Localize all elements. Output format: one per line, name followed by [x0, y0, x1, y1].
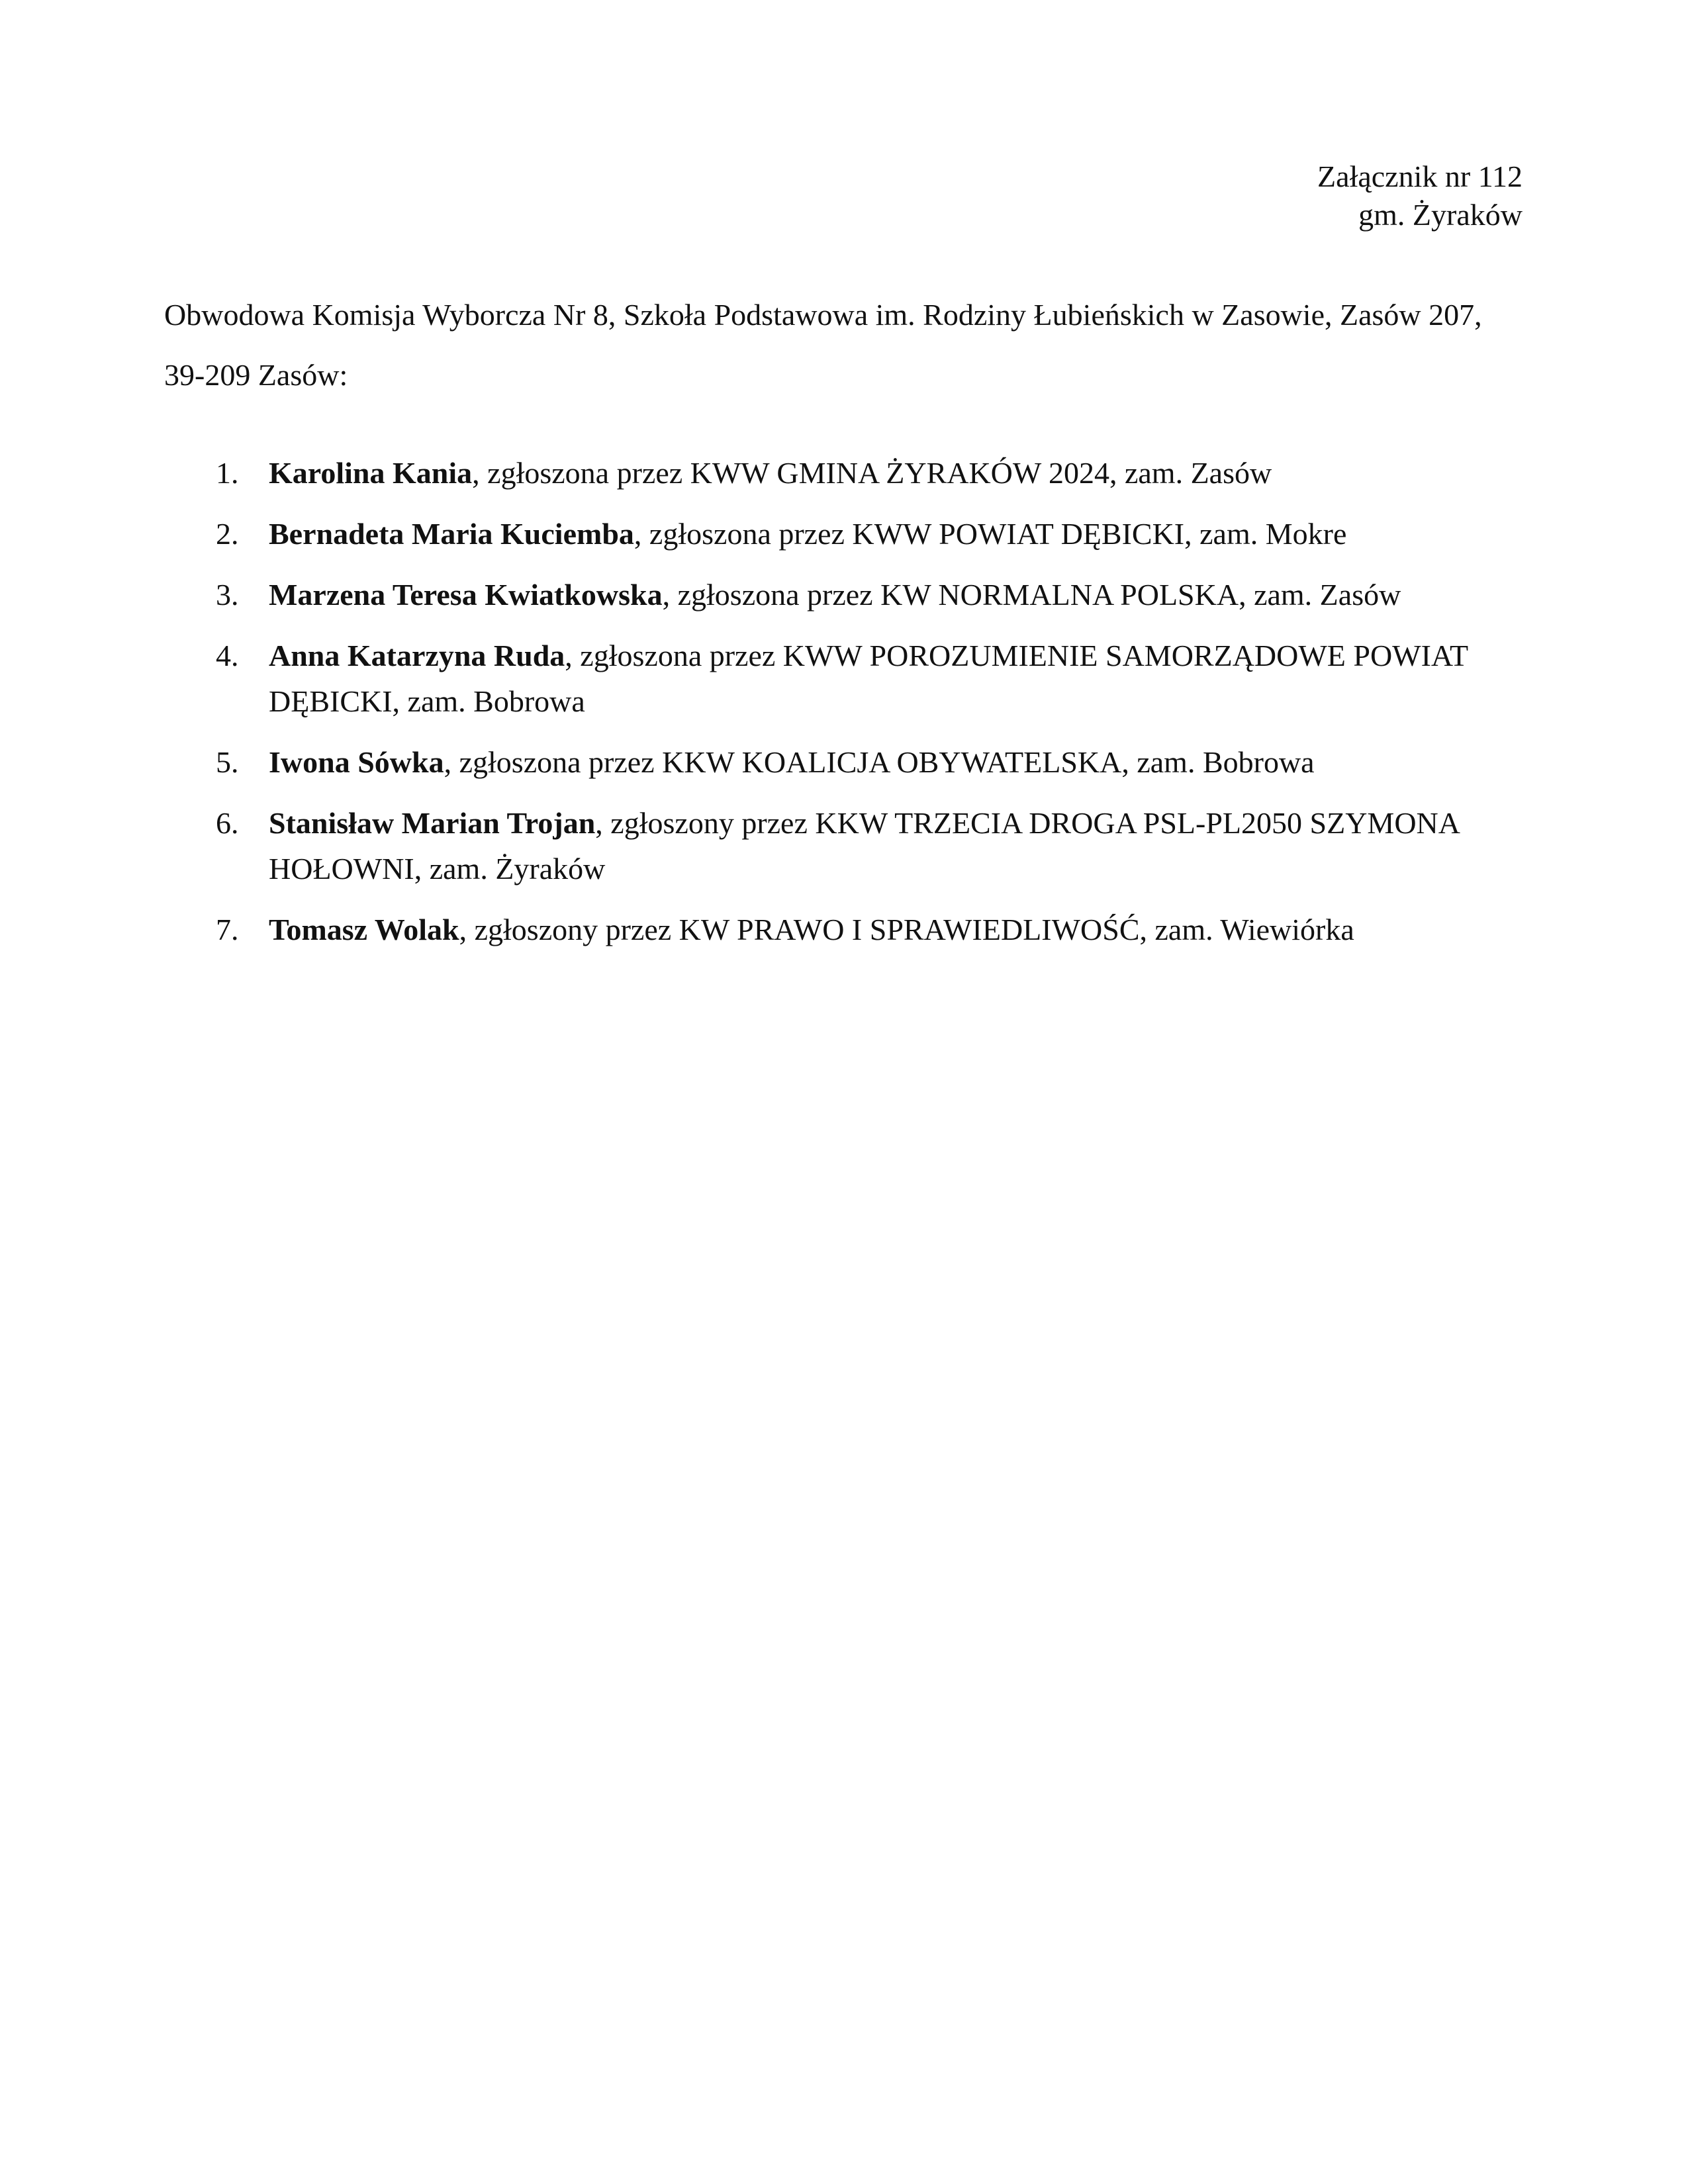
item-number: 2.: [216, 517, 239, 551]
document-header: [1317, 158, 1523, 234]
list-item: [164, 572, 1528, 617]
member-details: , zgłoszona przez KWW POWIAT DĘBICKI, zam. Mokre: [633, 517, 1347, 551]
list-item: [164, 511, 1528, 557]
commission-description: [164, 285, 1528, 405]
municipality-label: gm. Żyraków: [1358, 198, 1523, 232]
member-name: Bernadeta Maria Kuciemba: [269, 517, 634, 551]
member-details: , zgłoszona przez KKW KOALICJA OBYWATELSKA, zam. Bobrowa: [444, 745, 1315, 779]
attachment-number: Załącznik nr 112: [1317, 159, 1523, 193]
item-number: 3.: [216, 578, 239, 612]
member-details: , zgłoszona przez KWW GMINA ŻYRAKÓW 2024, zam. Zasów: [472, 456, 1272, 490]
member-name: Marzena Teresa Kwiatkowska: [269, 578, 663, 612]
member-name: Anna Katarzyna Ruda: [269, 639, 565, 672]
commission-line-1: Obwodowa Komisja Wyborcza Nr 8, Szkoła Podstawowa im. Rodziny Łubieńskich w Zasowie, Zasów 207,: [164, 298, 1482, 332]
list-item: [164, 633, 1528, 724]
member-name: Tomasz Wolak: [269, 913, 459, 946]
member-details: , zgłoszony przez KW PRAWO I SPRAWIEDLIWOŚĆ, zam. Wiewiórka: [459, 913, 1354, 946]
member-name: Iwona Sówka: [269, 745, 444, 779]
item-number: 1.: [216, 456, 239, 490]
member-details: , zgłoszony przez KKW TRZECIA DROGA PSL-PL2050 SZYMONA HOŁOWNI, zam. Żyraków: [269, 806, 1459, 886]
item-number: 4.: [216, 639, 239, 672]
list-item: [164, 450, 1528, 496]
list-item: [164, 800, 1528, 891]
commission-line-2: 39-209 Zasów:: [164, 358, 348, 392]
item-number: 7.: [216, 913, 239, 946]
member-name: Stanisław Marian Trojan: [269, 806, 596, 840]
item-number: 6.: [216, 806, 239, 840]
list-item: [164, 739, 1528, 785]
list-item: [164, 907, 1528, 952]
members-list: [164, 450, 1528, 968]
member-details: , zgłoszona przez KW NORMALNA POLSKA, zam. Zasów: [662, 578, 1401, 612]
member-details: , zgłoszona przez KWW POROZUMIENIE SAMORZĄDOWE POWIAT DĘBICKI, zam. Bobrowa: [269, 639, 1468, 718]
member-name: Karolina Kania: [269, 456, 473, 490]
item-number: 5.: [216, 745, 239, 779]
